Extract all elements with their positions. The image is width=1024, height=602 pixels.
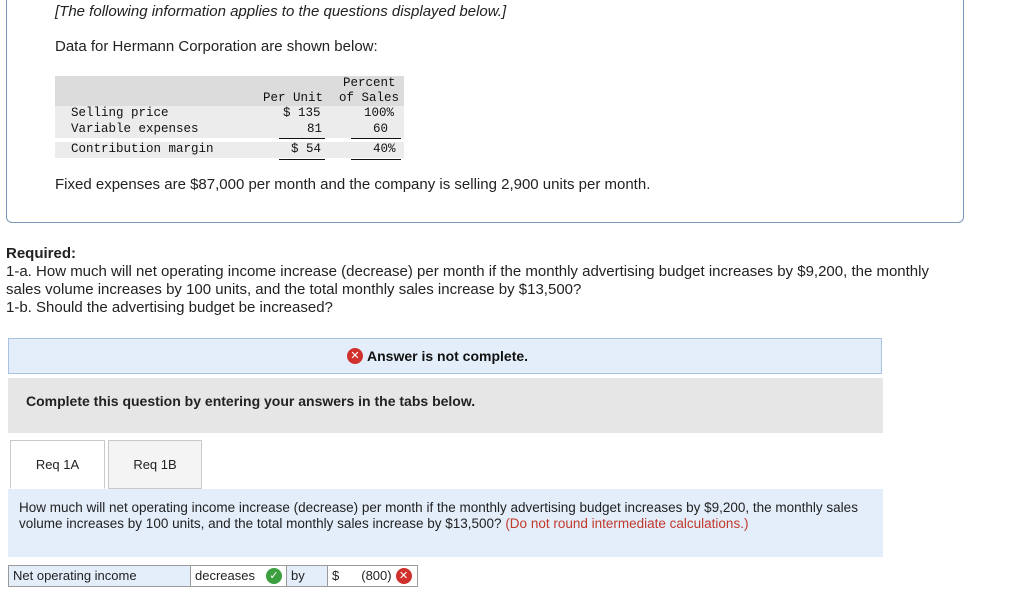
subtotal-rule <box>351 138 401 139</box>
amount-input[interactable] <box>328 565 418 587</box>
x-circle-icon: ✕ <box>396 568 412 584</box>
row-percent: 100% <box>364 106 395 120</box>
row-per-unit: $ 54 <box>291 142 322 156</box>
answer-row-label: Net operating income <box>8 565 191 587</box>
row-label: Variable expenses <box>71 122 199 136</box>
row-label: Selling price <box>71 106 169 120</box>
required-title: Required: <box>6 245 77 262</box>
header-per-unit: Per Unit <box>263 91 324 105</box>
direction-select-value: decreases <box>195 568 255 583</box>
question-panel <box>8 489 883 557</box>
data-heading: Data for Hermann Corporation are shown below: <box>55 38 378 55</box>
row-label: Contribution margin <box>71 142 214 156</box>
answer-row <box>8 565 418 587</box>
instruction-text: Complete this question by entering your answers in the tabs below. <box>26 393 476 409</box>
by-label: by <box>287 565 328 587</box>
required-section <box>6 245 966 317</box>
total-rule <box>279 159 325 160</box>
required-q1b: 1-b. Should the advertising budget be increased? <box>6 299 333 316</box>
row-percent: 60 <box>373 122 389 136</box>
contribution-statement <box>55 72 404 162</box>
row-percent: 40% <box>373 142 396 156</box>
fixed-expenses-text: Fixed expenses are $87,000 per month and the company is selling 2,900 units per month. <box>55 176 651 193</box>
question-text: How much will net operating income increase (decrease) per month if the monthly advertising budget increases by $9,200, the monthly sales volume increases by 100 units, and the total monthly sales increase by $13,500? <box>19 500 858 531</box>
answer-status-bar <box>8 338 882 374</box>
header-percent: Percent <box>343 76 396 90</box>
x-circle-icon: ✕ <box>347 348 363 364</box>
required-q1a: 1-a. How much will net operating income increase (decrease) per month if the monthly advertising budget increases by $9,200, the monthly sales volume increases by 100 units, and the total monthly sales increase by $13,500? <box>6 263 929 298</box>
instruction-bar <box>8 378 883 433</box>
answer-status-text: Answer is not complete. <box>367 348 529 364</box>
currency-symbol: $ <box>332 568 340 583</box>
intro-note: [The following information applies to the questions displayed below.] <box>55 3 507 20</box>
question-hint: (Do not round intermediate calculations.) <box>505 515 749 531</box>
amount-value: (800) <box>361 568 392 583</box>
tab-req-1b[interactable]: Req 1B <box>108 440 202 489</box>
subtotal-rule <box>279 138 325 139</box>
row-per-unit: 81 <box>307 122 323 136</box>
info-panel <box>6 0 964 223</box>
total-rule <box>351 159 401 160</box>
direction-select[interactable] <box>191 565 287 587</box>
check-circle-icon: ✓ <box>266 568 282 584</box>
row-per-unit: $ 135 <box>283 106 321 120</box>
header-of-sales: of Sales <box>339 91 400 105</box>
tab-req-1a[interactable]: Req 1A <box>10 440 105 489</box>
